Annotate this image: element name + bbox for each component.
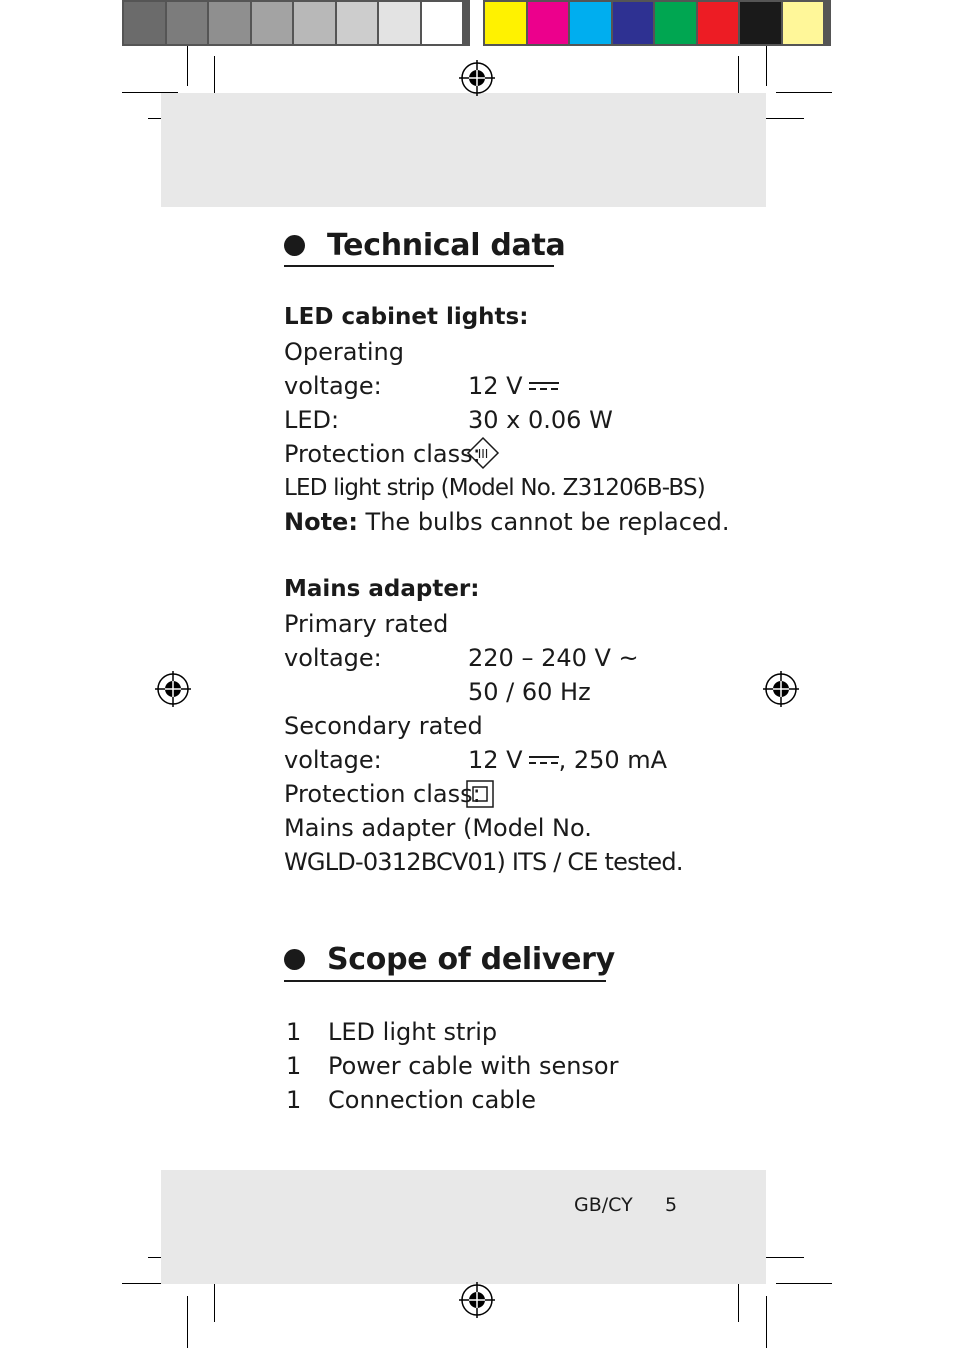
color-swatch (570, 2, 611, 44)
color-swatch (740, 2, 781, 44)
gray-swatch (337, 2, 378, 44)
heading-underline (284, 265, 554, 267)
list-item-qty: 1 (286, 1018, 302, 1046)
secondary-voltage-label: voltage: (284, 746, 382, 774)
crop-mark (187, 1296, 188, 1348)
gray-swatch (379, 2, 420, 44)
operating-voltage-value: 12 V (468, 369, 559, 403)
registration-mark-icon (459, 60, 495, 96)
led-value: 30 x 0.06 W (468, 406, 613, 434)
dc-symbol-icon (529, 756, 559, 766)
color-swatch (613, 2, 654, 44)
adapter-model-line-2: WGLD-0312BCV01) ITS / CE tested. (284, 848, 683, 876)
secondary-rated-label: Secondary rated (284, 712, 483, 740)
bullet-icon (284, 235, 305, 256)
section-title: Technical data (327, 228, 566, 263)
section-title: Scope of delivery (327, 942, 615, 977)
operating-label: Operating (284, 338, 404, 366)
crop-mark (214, 1278, 215, 1322)
gray-swatch (209, 2, 250, 44)
dc-symbol-icon (529, 382, 559, 392)
list-item-qty: 1 (286, 1086, 302, 1114)
voltage-label: voltage: (284, 372, 382, 400)
crop-mark (766, 46, 767, 86)
protection-class-label: Protection class: (284, 440, 481, 468)
note-line (284, 505, 730, 539)
list-item: LED light strip (328, 1018, 498, 1046)
gray-swatch (167, 2, 208, 44)
crop-mark (766, 1296, 767, 1348)
gray-swatch (294, 2, 335, 44)
crop-mark (187, 46, 188, 86)
registration-mark-icon (459, 1282, 495, 1318)
list-item-qty: 1 (286, 1052, 302, 1080)
color-swatch (655, 2, 696, 44)
protection-class-ii-icon (466, 780, 494, 808)
gray-swatch (124, 2, 165, 44)
primary-frequency-value: 50 / 60 Hz (468, 678, 591, 706)
heading-underline (284, 980, 606, 982)
color-swatch (485, 2, 526, 44)
region-label: GB/CY (574, 1194, 633, 1216)
crop-mark (776, 1283, 832, 1284)
color-swatch (528, 2, 569, 44)
svg-text:III: III (477, 447, 489, 461)
list-item: Power cable with sensor (328, 1052, 619, 1080)
primary-rated-label: Primary rated (284, 610, 449, 638)
note-label: Note: (284, 508, 358, 536)
header-band (161, 93, 766, 207)
registration-mark-icon (763, 671, 799, 707)
led-heading: LED cabinet lights: (284, 304, 529, 330)
scope-heading (284, 942, 615, 977)
registration-mark-icon (155, 671, 191, 707)
adapter-protection-class-label: Protection class: (284, 780, 481, 808)
secondary-voltage-value: 12 V , 250 mA (468, 746, 668, 774)
bullet-icon (284, 949, 305, 970)
technical-data-heading (284, 228, 565, 263)
primary-voltage-value: 220 – 240 V ~ (468, 644, 639, 672)
footer-band (161, 1170, 766, 1284)
list-item: Connection cable (328, 1086, 536, 1114)
page-number: 5 (665, 1194, 678, 1216)
led-label: LED: (284, 406, 340, 434)
led-model-line: LED light strip (Model No. Z31206B-BS) (284, 475, 705, 501)
color-swatch (783, 2, 824, 44)
gray-swatch (422, 2, 463, 44)
color-swatch (698, 2, 739, 44)
note-text: The bulbs cannot be replaced. (357, 508, 730, 536)
adapter-heading: Mains adapter: (284, 576, 480, 602)
adapter-model-line-1: Mains adapter (Model No. (284, 814, 592, 842)
crop-mark (738, 1278, 739, 1322)
gray-swatch (252, 2, 293, 44)
crop-mark (776, 92, 832, 93)
protection-class-iii-icon (466, 436, 500, 470)
primary-voltage-label: voltage: (284, 644, 382, 672)
